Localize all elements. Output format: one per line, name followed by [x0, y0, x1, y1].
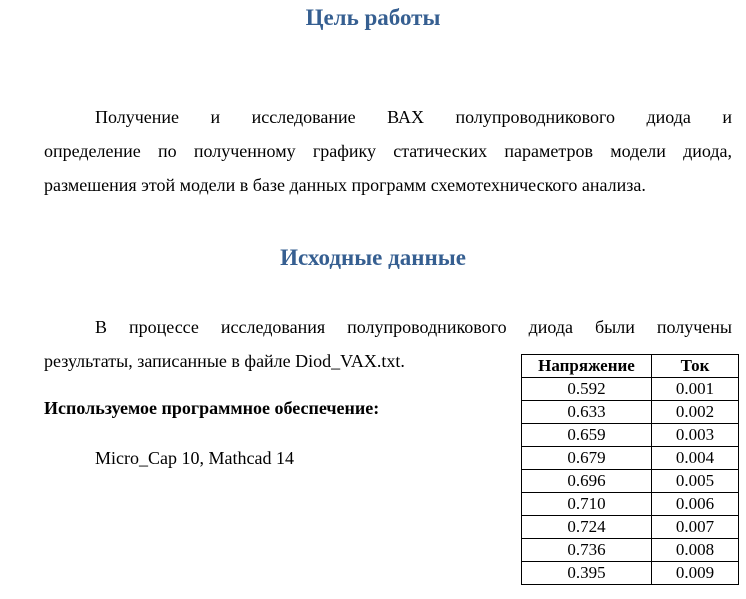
table-row — [522, 539, 739, 562]
table-row — [522, 447, 739, 470]
heading-input-data: Исходные данные — [280, 245, 466, 270]
cell-voltage: 0.633 — [522, 401, 652, 424]
cell-voltage: 0.679 — [522, 447, 652, 470]
cell-voltage: 0.659 — [522, 424, 652, 447]
cell-current: 0.007 — [652, 516, 739, 539]
cell-current: 0.005 — [652, 470, 739, 493]
table-row — [522, 516, 739, 539]
cell-current: 0.008 — [652, 539, 739, 562]
cell-current: 0.009 — [652, 562, 739, 585]
cell-voltage: 0.696 — [522, 470, 652, 493]
goal-paragraph-line: Получение и исследование ВАХ полупроводникового диода и — [95, 107, 732, 127]
software-list: Micro_Cap 10, Mathcad 14 — [95, 448, 294, 468]
cell-current: 0.002 — [652, 401, 739, 424]
cell-current: 0.004 — [652, 447, 739, 470]
column-header-current: Ток — [652, 355, 739, 378]
cell-voltage: 0.736 — [522, 539, 652, 562]
column-header-voltage: Напряжение — [522, 355, 652, 378]
cell-voltage: 0.710 — [522, 493, 652, 516]
vax-table — [521, 354, 739, 585]
table-row — [522, 378, 739, 401]
cell-current: 0.006 — [652, 493, 739, 516]
table-row — [522, 493, 739, 516]
cell-current: 0.001 — [652, 378, 739, 401]
table-row — [522, 562, 739, 585]
table-row — [522, 470, 739, 493]
table-row — [522, 424, 739, 447]
cell-current: 0.003 — [652, 424, 739, 447]
software-label: Используемое программное обеспечение: — [44, 398, 380, 418]
cell-voltage: 0.724 — [522, 516, 652, 539]
table-header-row — [522, 355, 739, 378]
table-row — [522, 401, 739, 424]
heading-goal: Цель работы — [305, 5, 441, 30]
goal-paragraph — [44, 100, 732, 202]
goal-paragraph-line: размешения этой модели в базе данных программ схемотехнического анализа. — [44, 175, 646, 195]
input-paragraph-line: В процессе исследования полупроводникового диода были получены — [95, 317, 732, 337]
input-paragraph-line: результаты, записанные в файле Diod_VAX.txt. — [44, 351, 405, 371]
cell-voltage: 0.592 — [522, 378, 652, 401]
cell-voltage: 0.395 — [522, 562, 652, 585]
goal-paragraph-line: определение по полученному графику статических параметров модели диода, — [44, 141, 732, 161]
